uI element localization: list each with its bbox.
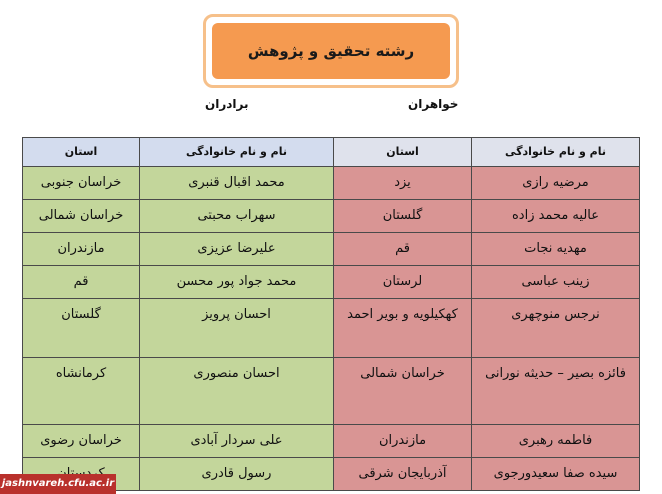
sister-name-cell: سیده صفا سعیدورجوی: [472, 458, 640, 491]
sister-name-cell: نرجس منوچهری: [472, 299, 640, 358]
brother-name-cell: علیرضا عزیزی: [140, 233, 334, 266]
table-row: [23, 425, 640, 458]
table-row: [23, 167, 640, 200]
sister-province-cell: قم: [334, 233, 472, 266]
brother-province-cell: خراسان جنوبی: [23, 167, 140, 200]
brother-province-cell: مازندران: [23, 233, 140, 266]
header-brother-name: نام و نام خانوادگی: [140, 138, 334, 167]
header-sister-name: نام و نام خانوادگی: [472, 138, 640, 167]
brother-province-cell: گلستان: [23, 299, 140, 358]
brothers-label: برادران: [205, 97, 249, 111]
sister-province-cell: کهکیلویه و بویر احمد: [334, 299, 472, 358]
sister-name-cell: فائزه بصیر – حدیثه نورانی: [472, 358, 640, 425]
brother-name-cell: محمد اقبال قنبری: [140, 167, 334, 200]
title-box: [203, 14, 459, 88]
sister-province-cell: یزد: [334, 167, 472, 200]
sister-province-cell: آذربایجان شرقی: [334, 458, 472, 491]
sister-province-cell: مازندران: [334, 425, 472, 458]
table-row: [23, 266, 640, 299]
sister-name-cell: فاطمه رهبری: [472, 425, 640, 458]
brother-province-cell: کرمانشاه: [23, 358, 140, 425]
watermark: jashnvareh.cfu.ac.ir: [0, 474, 116, 494]
header-brother-province: استان: [23, 138, 140, 167]
table-header-row: [23, 138, 640, 167]
brother-name-cell: علی سردار آبادی: [140, 425, 334, 458]
table-row: [23, 358, 640, 425]
page-title: رشته تحقیق و پژوهش: [212, 23, 450, 79]
sister-province-cell: گلستان: [334, 200, 472, 233]
brother-name-cell: احسان پرویز: [140, 299, 334, 358]
brother-name-cell: رسول قادری: [140, 458, 334, 491]
brother-province-cell: قم: [23, 266, 140, 299]
header-sister-province: استان: [334, 138, 472, 167]
sisters-label: خواهران: [408, 97, 459, 111]
brother-name-cell: سهراب محبتی: [140, 200, 334, 233]
sister-name-cell: مرضیه رازی: [472, 167, 640, 200]
table-row: [23, 200, 640, 233]
brother-name-cell: احسان منصوری: [140, 358, 334, 425]
brother-name-cell: محمد جواد پور محسن: [140, 266, 334, 299]
brother-province-cell: خراسان شمالی: [23, 200, 140, 233]
table-row: [23, 299, 640, 358]
sister-name-cell: عالیه محمد زاده: [472, 200, 640, 233]
sister-name-cell: زینب عباسی: [472, 266, 640, 299]
sister-province-cell: لرستان: [334, 266, 472, 299]
brother-province-cell: خراسان رضوی: [23, 425, 140, 458]
winners-table: [22, 137, 640, 491]
table-row: [23, 233, 640, 266]
sister-province-cell: خراسان شمالی: [334, 358, 472, 425]
sister-name-cell: مهدیه نجات: [472, 233, 640, 266]
